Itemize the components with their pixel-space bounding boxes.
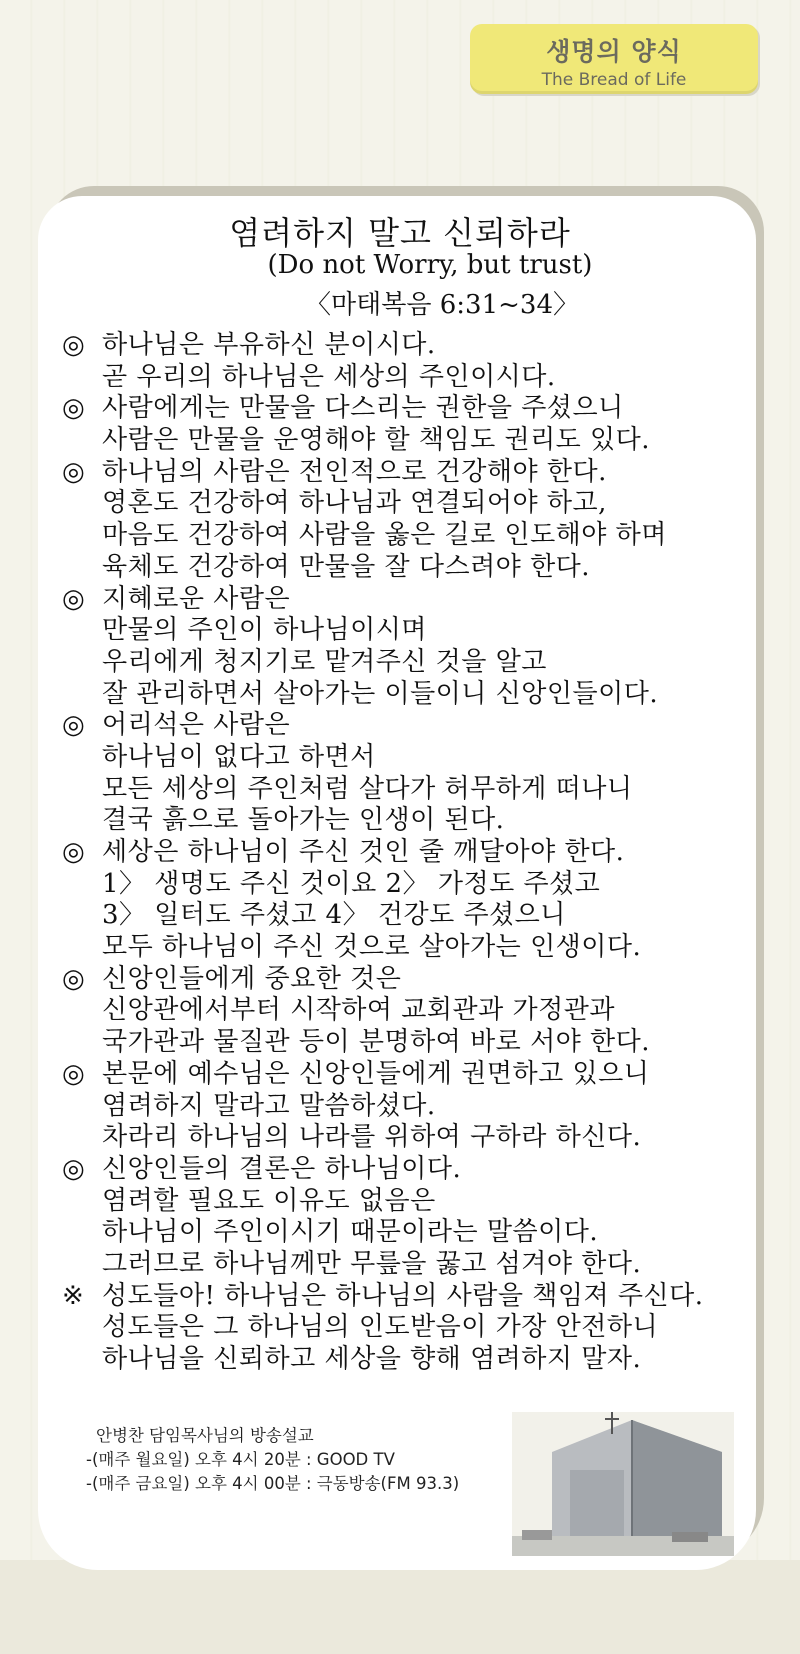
point-text: 하나님을 신뢰하고 세상을 향해 염려하지 말자. xyxy=(102,1344,642,1374)
point-text: 영혼도 건강하여 하나님과 연결되어야 하고, xyxy=(102,488,607,519)
point-text: 신앙인들의 결론은 하나님이다. xyxy=(102,1153,462,1184)
point-text: 마음도 건강하여 사람을 옳은 길로 인도해야 하며 xyxy=(102,520,667,551)
point-text: 결국 흙으로 돌아가는 인생이 된다. xyxy=(102,805,505,836)
point-text: 세상은 하나님이 주신 것인 줄 깨달아야 한다. xyxy=(102,837,625,867)
point-heading-line xyxy=(62,964,762,996)
church-building-image xyxy=(512,1412,734,1556)
point-line xyxy=(62,932,762,964)
point-text: 그러므로 하나님께만 무릎을 꿇고 섬겨야 한다. xyxy=(102,1248,642,1279)
bullseye-bullet-icon: ◎ xyxy=(62,330,86,360)
point-line xyxy=(62,647,762,679)
point-text: 성도들아! 하나님은 하나님의 사람을 책임져 주신다. xyxy=(102,1280,704,1311)
point-text: 1〉 생명도 주신 것이요 2〉 가정도 주셨고 xyxy=(102,868,601,899)
point-text: 본문에 예수님은 신앙인들에게 권면하고 있으니 xyxy=(102,1058,650,1089)
sermon-title: 염려하지 말고 신뢰하라 xyxy=(229,214,571,252)
point-text: 하나님이 주인이시기 때문이라는 말씀이다. xyxy=(102,1217,599,1248)
bullseye-bullet-icon: ◎ xyxy=(62,393,86,424)
reference-mark-icon: ※ xyxy=(62,1280,85,1311)
point-text: 신앙관에서부터 시작하여 교회관과 가정관과 xyxy=(102,995,615,1026)
section-label-tab xyxy=(470,24,758,94)
broadcast-title: 안병찬 담임목사님의 방송설교 xyxy=(96,1426,314,1445)
page-bottom-band xyxy=(0,1560,800,1654)
point-heading-line xyxy=(62,1154,762,1186)
point-line xyxy=(62,679,762,711)
broadcast-schedule-monday: -(매주 월요일) 오후 4시 20분 : GOOD TV xyxy=(86,1450,395,1469)
point-text: 만물의 주인이 하나님이시며 xyxy=(102,615,427,646)
point-line xyxy=(62,869,762,901)
point-line xyxy=(62,615,762,647)
point-line xyxy=(62,488,762,520)
point-line xyxy=(62,1217,762,1249)
point-line xyxy=(62,1312,762,1344)
point-line xyxy=(62,1027,762,1059)
point-text: 육체도 건강하여 만물을 잘 다스려야 한다. xyxy=(102,551,591,582)
point-text: 어리석은 사람은 xyxy=(102,710,291,741)
broadcast-schedule-friday: -(매주 금요일) 오후 4시 00분 : 극동방송(FM 93.3) xyxy=(86,1474,460,1493)
point-text: 3〉 일터도 주셨고 4〉 건강도 주셨으니 xyxy=(102,900,566,931)
point-text: 신앙인들에게 중요한 것은 xyxy=(102,963,402,994)
point-line xyxy=(62,805,762,837)
point-heading-line xyxy=(62,837,762,869)
point-line xyxy=(62,425,762,457)
bullseye-bullet-icon: ◎ xyxy=(62,583,86,614)
point-heading-line xyxy=(62,457,762,489)
point-line xyxy=(62,1344,762,1376)
broadcast-info xyxy=(86,1424,459,1496)
point-line xyxy=(62,1249,762,1281)
point-text: 국가관과 물질관 등이 분명하여 바로 서야 한다. xyxy=(102,1027,651,1058)
point-text: 곧 우리의 하나님은 세상의 주인이시다. xyxy=(102,361,556,392)
bullseye-bullet-icon: ◎ xyxy=(62,710,86,741)
bullseye-bullet-icon: ◎ xyxy=(62,837,86,867)
point-line xyxy=(62,552,762,584)
point-line xyxy=(62,362,762,394)
bullseye-bullet-icon: ◎ xyxy=(62,963,86,994)
point-text: 염려할 필요도 이유도 없음은 xyxy=(102,1185,436,1216)
point-line xyxy=(62,520,762,552)
point-heading-line xyxy=(62,584,762,616)
point-text: 모든 세상의 주인처럼 살다가 허무하게 떠나니 xyxy=(102,773,633,804)
point-line xyxy=(62,742,762,774)
section-label-english: The Bread of Life xyxy=(541,70,687,90)
point-text: 염려하지 말라고 말씀하셨다. xyxy=(102,1090,436,1121)
point-text: 모두 하나님이 주신 것으로 살아가는 인생이다. xyxy=(102,932,642,963)
point-text: 하나님이 없다고 하면서 xyxy=(102,741,376,772)
point-text: 지혜로운 사람은 xyxy=(102,583,291,614)
bullseye-bullet-icon: ◎ xyxy=(62,1153,86,1184)
point-line xyxy=(62,995,762,1027)
bullseye-bullet-icon: ◎ xyxy=(62,456,86,487)
point-text: 하나님의 사람은 전인적으로 건강해야 한다. xyxy=(102,456,607,487)
point-text: 잘 관리하면서 살아가는 이들이니 신앙인들이다. xyxy=(102,678,659,709)
sermon-subtitle: (Do not Worry, but trust) xyxy=(267,250,593,280)
point-heading-line xyxy=(62,393,762,425)
point-line xyxy=(62,900,762,932)
point-text: 성도들은 그 하나님의 인도받음이 가장 안전하니 xyxy=(102,1312,659,1343)
point-text: 우리에게 청지기로 맡겨주신 것을 알고 xyxy=(102,646,547,677)
point-line xyxy=(62,1091,762,1123)
point-line xyxy=(62,774,762,806)
bullseye-bullet-icon: ◎ xyxy=(62,1058,86,1089)
point-text: 하나님은 부유하신 분이시다. xyxy=(102,330,436,360)
point-text: 차라리 하나님의 나라를 위하여 구하라 하신다. xyxy=(102,1122,642,1153)
point-heading-line xyxy=(62,330,762,362)
point-heading-line xyxy=(62,1281,762,1313)
point-heading-line xyxy=(62,1059,762,1091)
point-line xyxy=(62,1186,762,1218)
scripture-reference: 〈마태복음 6:31~34〉 xyxy=(305,290,579,320)
point-heading-line xyxy=(62,710,762,742)
point-text: 사람에게는 만물을 다스리는 권한을 주셨으니 xyxy=(102,393,624,424)
sermon-points xyxy=(62,330,762,1376)
section-label-korean: 생명의 양식 xyxy=(546,37,682,66)
point-line xyxy=(62,1122,762,1154)
point-text: 사람은 만물을 운영해야 할 책임도 권리도 있다. xyxy=(102,425,651,456)
